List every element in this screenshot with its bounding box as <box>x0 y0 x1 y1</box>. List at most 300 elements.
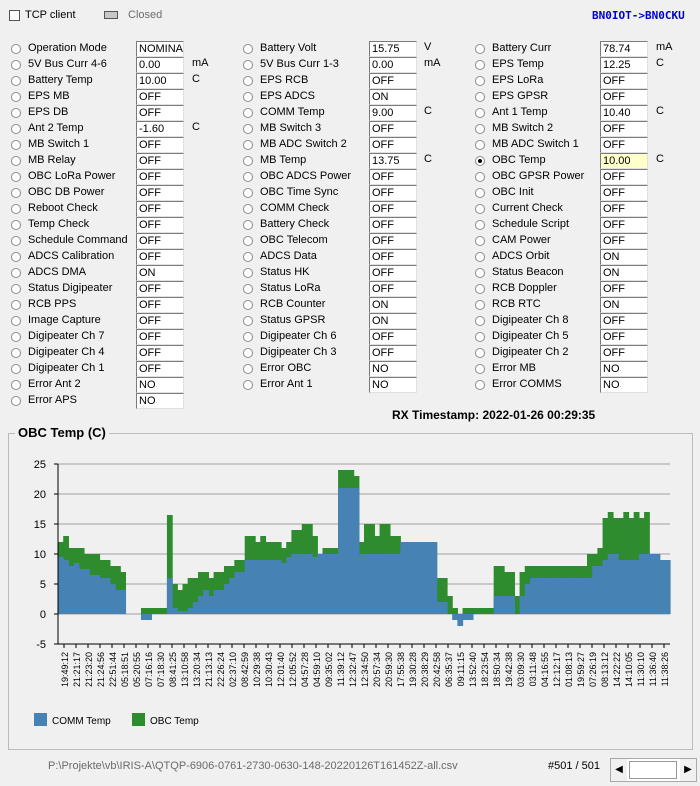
plot-select-radio[interactable] <box>475 44 485 54</box>
plot-select-radio[interactable] <box>243 92 253 102</box>
x-tick-label: 03:11:48 <box>528 652 538 687</box>
telemetry-row[interactable] <box>11 361 221 377</box>
comm-temp-bar <box>577 578 583 614</box>
telemetry-row[interactable] <box>11 313 221 329</box>
comm-temp-bar <box>328 554 334 614</box>
telemetry-unit: C <box>192 73 200 85</box>
comm-temp-bar <box>431 542 437 614</box>
scroll-left-icon[interactable]: ◀ <box>611 759 627 781</box>
comm-temp-bar <box>74 563 80 614</box>
telemetry-label: Schedule Command <box>28 234 128 246</box>
obc-temp-bar <box>447 596 453 614</box>
telemetry-row[interactable] <box>475 201 685 217</box>
plot-select-radio[interactable] <box>243 316 253 326</box>
comm-temp-bar <box>214 590 220 614</box>
x-tick-label: 21:24:56 <box>96 652 106 688</box>
obc-temp-bar <box>146 608 152 614</box>
telemetry-row[interactable] <box>475 233 685 249</box>
plot-select-radio[interactable] <box>475 140 485 150</box>
comm-temp-bar <box>665 560 671 614</box>
x-tick-label: 12:32:47 <box>348 652 358 688</box>
telemetry-label: MB ADC Switch 1 <box>492 138 579 150</box>
obc-temp-bar <box>463 608 469 614</box>
telemetry-label: OBC Telecom <box>260 234 328 246</box>
plot-select-radio[interactable] <box>243 204 253 214</box>
obc-temp-bar <box>488 608 494 614</box>
plot-select-radio[interactable] <box>475 252 485 262</box>
plot-select-radio[interactable] <box>475 188 485 198</box>
telemetry-row[interactable] <box>243 249 453 265</box>
telemetry-row[interactable] <box>243 201 453 217</box>
plot-select-radio[interactable] <box>243 268 253 278</box>
plot-select-radio[interactable] <box>243 188 253 198</box>
telemetry-value: OFF <box>369 249 417 265</box>
telemetry-row[interactable] <box>11 73 221 89</box>
plot-select-radio[interactable] <box>243 332 253 342</box>
telemetry-row[interactable] <box>475 217 685 233</box>
telemetry-row[interactable] <box>475 377 685 393</box>
plot-select-radio[interactable] <box>475 204 485 214</box>
x-tick-label: 11:30:10 <box>636 652 646 687</box>
telemetry-label: Temp Check <box>28 218 90 230</box>
plot-select-radio[interactable] <box>11 396 21 406</box>
telemetry-label: 5V Bus Curr 1-3 <box>260 58 339 70</box>
telemetry-row[interactable] <box>475 153 685 169</box>
telemetry-row[interactable] <box>243 281 453 297</box>
telemetry-label: Image Capture <box>28 314 101 326</box>
plot-select-radio[interactable] <box>243 140 253 150</box>
telemetry-label: MB ADC Switch 2 <box>260 138 347 150</box>
telemetry-label: Digipeater Ch 2 <box>492 346 569 358</box>
telemetry-row[interactable] <box>11 153 221 169</box>
plot-select-radio[interactable] <box>11 268 21 278</box>
telemetry-row[interactable] <box>243 329 453 345</box>
telemetry-value: ON <box>600 249 648 265</box>
telemetry-row[interactable] <box>243 217 453 233</box>
tcp-client-checkbox[interactable] <box>9 10 20 21</box>
plot-select-radio[interactable] <box>475 172 485 182</box>
telemetry-row[interactable] <box>243 361 453 377</box>
telemetry-row[interactable] <box>475 137 685 153</box>
comm-temp-bar <box>380 554 386 614</box>
x-tick-label: 05:18:51 <box>120 652 130 688</box>
comm-temp-bar <box>250 560 256 614</box>
telemetry-row[interactable] <box>475 185 685 201</box>
telemetry-row[interactable] <box>243 73 453 89</box>
obc-temp-bar <box>151 608 157 614</box>
plot-select-radio[interactable] <box>243 172 253 182</box>
telemetry-row[interactable] <box>243 313 453 329</box>
plot-select-radio[interactable] <box>11 348 21 358</box>
plot-select-radio[interactable] <box>475 380 485 390</box>
plot-select-radio[interactable] <box>475 60 485 70</box>
plot-select-radio[interactable] <box>475 156 485 166</box>
telemetry-row[interactable] <box>243 137 453 153</box>
telemetry-value: OFF <box>600 345 648 361</box>
telemetry-row[interactable] <box>11 233 221 249</box>
telemetry-row[interactable] <box>11 329 221 345</box>
plot-select-radio[interactable] <box>475 284 485 294</box>
comm-temp-bar <box>146 614 152 620</box>
plot-select-radio[interactable] <box>475 348 485 358</box>
plot-select-radio[interactable] <box>475 76 485 86</box>
telemetry-unit: C <box>656 105 664 117</box>
plot-select-radio[interactable] <box>243 60 253 70</box>
plot-select-radio[interactable] <box>11 284 21 294</box>
comm-temp-bar <box>468 614 474 620</box>
plot-select-radio[interactable] <box>475 108 485 118</box>
telemetry-row[interactable] <box>475 361 685 377</box>
callsign-label: BN0IOT->BN0CKU <box>592 9 685 22</box>
telemetry-value: 78.74 <box>600 41 648 57</box>
telemetry-label: EPS MB <box>28 90 70 102</box>
telemetry-label: Digipeater Ch 6 <box>260 330 337 342</box>
telemetry-row[interactable] <box>243 233 453 249</box>
plot-select-radio[interactable] <box>11 332 21 342</box>
chart-group-title: OBC Temp (C) <box>15 425 109 440</box>
telemetry-value: OFF <box>136 201 184 217</box>
telemetry-row[interactable] <box>243 121 453 137</box>
telemetry-row[interactable] <box>243 185 453 201</box>
telemetry-row[interactable] <box>11 297 221 313</box>
telemetry-label: Battery Check <box>260 218 330 230</box>
record-scrollbar[interactable] <box>610 758 697 782</box>
telemetry-row[interactable] <box>243 169 453 185</box>
x-tick-label: 08:41:25 <box>168 652 178 688</box>
telemetry-row[interactable] <box>11 41 221 57</box>
plot-select-radio[interactable] <box>11 140 21 150</box>
x-tick-label: 14:10:05 <box>624 652 634 688</box>
plot-select-radio[interactable] <box>11 380 21 390</box>
plot-select-radio[interactable] <box>243 220 253 230</box>
x-tick-label: 04:16:55 <box>540 652 550 688</box>
record-counter: #501 / 501 <box>548 760 600 772</box>
scroll-thumb[interactable] <box>629 761 677 779</box>
comm-temp-bar <box>172 608 178 614</box>
x-tick-label: 09:35:02 <box>324 652 334 688</box>
telemetry-unit: mA <box>192 57 209 69</box>
telemetry-row[interactable] <box>11 345 221 361</box>
obc-temp-bar <box>452 608 458 614</box>
telemetry-label: ADCS Calibration <box>28 250 115 262</box>
plot-select-radio[interactable] <box>11 364 21 374</box>
telemetry-label: Operation Mode <box>28 42 107 54</box>
telemetry-value: 9.00 <box>369 105 417 121</box>
telemetry-value: OFF <box>600 137 648 153</box>
telemetry-row[interactable] <box>11 281 221 297</box>
plot-select-radio[interactable] <box>475 332 485 342</box>
telemetry-row[interactable] <box>475 297 685 313</box>
telemetry-value: NO <box>369 377 417 393</box>
plot-select-radio[interactable] <box>243 284 253 294</box>
plot-select-radio[interactable] <box>243 124 253 134</box>
telemetry-row[interactable] <box>11 393 221 409</box>
telemetry-value: 10.40 <box>600 105 648 121</box>
telemetry-value: OFF <box>136 217 184 233</box>
comm-temp-bar <box>654 554 660 614</box>
comm-temp-bar <box>219 590 225 614</box>
plot-select-radio[interactable] <box>11 236 21 246</box>
plot-select-radio[interactable] <box>243 108 253 118</box>
plot-select-radio[interactable] <box>243 364 253 374</box>
comm-temp-bar <box>551 578 557 614</box>
telemetry-value: OFF <box>600 185 648 201</box>
telemetry-label: MB Relay <box>28 154 76 166</box>
telemetry-row[interactable] <box>475 169 685 185</box>
comm-temp-bar <box>597 566 603 614</box>
telemetry-label: Error APS <box>28 394 77 406</box>
telemetry-label: Error MB <box>492 362 536 374</box>
plot-select-radio[interactable] <box>243 76 253 86</box>
telemetry-unit: C <box>192 121 200 133</box>
telemetry-value: OFF <box>136 249 184 265</box>
telemetry-row[interactable] <box>243 297 453 313</box>
obc-temp-chart <box>8 440 693 745</box>
comm-temp-bar <box>629 560 635 614</box>
telemetry-label: EPS DB <box>28 106 69 118</box>
plot-select-radio[interactable] <box>11 108 21 118</box>
telemetry-unit: C <box>656 57 664 69</box>
y-tick-label: 15 <box>33 519 46 531</box>
telemetry-value: OFF <box>136 297 184 313</box>
plot-select-radio[interactable] <box>11 156 21 166</box>
telemetry-row[interactable] <box>475 121 685 137</box>
telemetry-value: OFF <box>369 73 417 89</box>
plot-select-radio[interactable] <box>11 220 21 230</box>
telemetry-value: NO <box>136 393 184 409</box>
telemetry-row[interactable] <box>475 345 685 361</box>
telemetry-row[interactable] <box>11 89 221 105</box>
plot-select-radio[interactable] <box>11 252 21 262</box>
plot-select-radio[interactable] <box>475 300 485 310</box>
telemetry-row[interactable] <box>11 185 221 201</box>
legend-label: COMM Temp <box>52 716 111 727</box>
scroll-right-icon[interactable]: ▶ <box>680 759 696 781</box>
comm-temp-bar <box>198 596 204 614</box>
telemetry-label: MB Switch 1 <box>28 138 90 150</box>
telemetry-row[interactable] <box>475 281 685 297</box>
telemetry-label: RCB Counter <box>260 298 326 310</box>
plot-select-radio[interactable] <box>11 44 21 54</box>
plot-select-radio[interactable] <box>475 364 485 374</box>
telemetry-value: OFF <box>600 73 648 89</box>
telemetry-row[interactable] <box>243 41 453 57</box>
plot-select-radio[interactable] <box>475 92 485 102</box>
comm-temp-bar <box>452 614 458 620</box>
comm-temp-bar <box>255 560 261 614</box>
comm-temp-bar <box>546 578 552 614</box>
telemetry-label: Status LoRa <box>260 282 321 294</box>
telemetry-row[interactable] <box>11 201 221 217</box>
comm-temp-bar <box>68 566 74 614</box>
x-tick-label: 21:23:20 <box>84 652 94 688</box>
x-tick-label: 12:34:50 <box>360 652 370 688</box>
x-tick-label: 12:12:17 <box>552 652 562 688</box>
x-tick-label: 03:09:30 <box>516 652 526 688</box>
telemetry-value: OFF <box>369 217 417 233</box>
comm-temp-bar <box>540 578 546 614</box>
comm-temp-bar <box>110 584 116 614</box>
plot-select-radio[interactable] <box>243 156 253 166</box>
telemetry-value: 12.25 <box>600 57 648 73</box>
telemetry-value: OFF <box>600 329 648 345</box>
telemetry-label: Digipeater Ch 3 <box>260 346 337 358</box>
telemetry-row[interactable] <box>11 217 221 233</box>
x-tick-label: 07:18:30 <box>156 652 166 688</box>
obc-temp-bar <box>468 608 474 614</box>
obc-temp-bar <box>478 608 484 614</box>
telemetry-label: RCB PPS <box>28 298 77 310</box>
plot-select-radio[interactable] <box>475 236 485 246</box>
comm-temp-bar <box>525 584 531 614</box>
telemetry-value: OFF <box>136 361 184 377</box>
plot-select-radio[interactable] <box>11 92 21 102</box>
comm-temp-bar <box>369 554 375 614</box>
telemetry-row[interactable] <box>475 73 685 89</box>
telemetry-row[interactable] <box>475 313 685 329</box>
x-tick-label: 19:49:12 <box>60 652 70 688</box>
telemetry-row[interactable] <box>475 105 685 121</box>
x-tick-label: 21:13:13 <box>204 652 214 688</box>
comm-temp-bar <box>561 578 567 614</box>
comm-temp-bar <box>639 554 645 614</box>
telemetry-row[interactable] <box>11 169 221 185</box>
plot-select-radio[interactable] <box>11 316 21 326</box>
comm-temp-bar <box>338 488 344 614</box>
telemetry-value: ON <box>136 265 184 281</box>
x-tick-label: 11:38:26 <box>660 652 670 687</box>
rx-timestamp: RX Timestamp: 2022-01-26 00:29:35 <box>392 408 596 422</box>
x-tick-label: 22:26:24 <box>216 652 226 688</box>
plot-select-radio[interactable] <box>475 268 485 278</box>
x-tick-label: 13:10:58 <box>180 652 190 688</box>
telemetry-row[interactable] <box>243 105 453 121</box>
comm-temp-bar <box>224 584 230 614</box>
telemetry-label: Error OBC <box>260 362 312 374</box>
comm-temp-bar <box>291 554 297 614</box>
legend-label: OBC Temp <box>150 716 199 727</box>
plot-select-radio[interactable] <box>475 220 485 230</box>
telemetry-row[interactable] <box>11 57 221 73</box>
telemetry-label: MB Switch 3 <box>260 122 322 134</box>
telemetry-row[interactable] <box>475 329 685 345</box>
plot-select-radio[interactable] <box>243 236 253 246</box>
telemetry-label: 5V Bus Curr 4-6 <box>28 58 107 70</box>
x-tick-label: 07:16:16 <box>144 652 154 688</box>
telemetry-unit: mA <box>424 57 441 69</box>
telemetry-value: OFF <box>136 89 184 105</box>
obc-temp-bar <box>157 608 163 614</box>
comm-temp-bar <box>203 590 209 614</box>
comm-temp-bar <box>457 614 463 626</box>
plot-select-radio[interactable] <box>243 44 253 54</box>
telemetry-label: Schedule Script <box>492 218 570 230</box>
telemetry-row[interactable] <box>475 265 685 281</box>
comm-temp-bar <box>297 554 303 614</box>
plot-select-radio[interactable] <box>243 252 253 262</box>
telemetry-row[interactable] <box>11 137 221 153</box>
telemetry-row[interactable] <box>243 345 453 361</box>
plot-select-radio[interactable] <box>11 124 21 134</box>
comm-temp-bar <box>323 554 329 614</box>
telemetry-value: OFF <box>136 185 184 201</box>
plot-select-radio[interactable] <box>11 60 21 70</box>
telemetry-label: Battery Temp <box>28 74 93 86</box>
telemetry-value: OFF <box>600 233 648 249</box>
telemetry-label: Reboot Check <box>28 202 98 214</box>
telemetry-row[interactable] <box>243 265 453 281</box>
telemetry-label: MB Temp <box>260 154 307 166</box>
plot-select-radio[interactable] <box>11 204 21 214</box>
plot-select-radio[interactable] <box>243 348 253 358</box>
comm-temp-bar <box>592 566 598 614</box>
obc-temp-bar <box>182 584 188 614</box>
telemetry-row[interactable] <box>243 377 453 393</box>
comm-temp-bar <box>359 554 365 614</box>
plot-select-radio[interactable] <box>11 188 21 198</box>
telemetry-value: OFF <box>600 313 648 329</box>
x-tick-label: 02:37:10 <box>228 652 238 688</box>
x-tick-label: 04:57:28 <box>300 652 310 688</box>
telemetry-value: ON <box>369 89 417 105</box>
telemetry-row[interactable] <box>11 105 221 121</box>
x-tick-label: 19:42:38 <box>504 652 514 688</box>
file-path-label: P:\Projekte\vb\IRIS-A\QTQP-6906-0761-2730-0630-148-20220126T161452Z-all.csv <box>48 760 458 772</box>
telemetry-row[interactable] <box>11 249 221 265</box>
telemetry-label: EPS RCB <box>260 74 309 86</box>
x-tick-label: 20:42:58 <box>432 652 442 688</box>
telemetry-value: ON <box>369 313 417 329</box>
x-tick-label: 20:57:34 <box>372 652 382 688</box>
comm-temp-bar <box>115 590 121 614</box>
telemetry-row[interactable] <box>475 249 685 265</box>
plot-select-radio[interactable] <box>243 380 253 390</box>
telemetry-row[interactable] <box>475 57 685 73</box>
x-tick-label: 08:13:12 <box>600 652 610 688</box>
comm-temp-bar <box>364 554 370 614</box>
comm-temp-bar <box>603 560 609 614</box>
comm-temp-bar <box>58 557 64 614</box>
telemetry-value: OFF <box>600 121 648 137</box>
plot-select-radio[interactable] <box>475 316 485 326</box>
telemetry-row[interactable] <box>243 89 453 105</box>
telemetry-row[interactable] <box>11 121 221 137</box>
telemetry-row[interactable] <box>243 153 453 169</box>
telemetry-row[interactable] <box>11 377 221 393</box>
comm-temp-bar <box>141 614 147 620</box>
telemetry-label: Ant 2 Temp <box>28 122 84 134</box>
telemetry-label: COMM Temp <box>260 106 325 118</box>
plot-select-radio[interactable] <box>243 300 253 310</box>
telemetry-row[interactable] <box>243 57 453 73</box>
telemetry-unit: V <box>424 41 432 53</box>
telemetry-row[interactable] <box>11 265 221 281</box>
telemetry-row[interactable] <box>475 89 685 105</box>
x-tick-label: 21:21:17 <box>72 652 82 688</box>
plot-select-radio[interactable] <box>475 124 485 134</box>
plot-select-radio[interactable] <box>11 300 21 310</box>
comm-temp-bar <box>374 554 380 614</box>
comm-temp-bar <box>188 608 194 614</box>
comm-temp-bar <box>421 542 427 614</box>
telemetry-row[interactable] <box>475 41 685 57</box>
x-tick-label: 11:36:40 <box>648 652 658 687</box>
plot-select-radio[interactable] <box>11 172 21 182</box>
telemetry-label: OBC DB Power <box>28 186 105 198</box>
telemetry-value: OFF <box>369 329 417 345</box>
plot-select-radio[interactable] <box>11 76 21 86</box>
telemetry-label: Battery Volt <box>260 42 317 54</box>
